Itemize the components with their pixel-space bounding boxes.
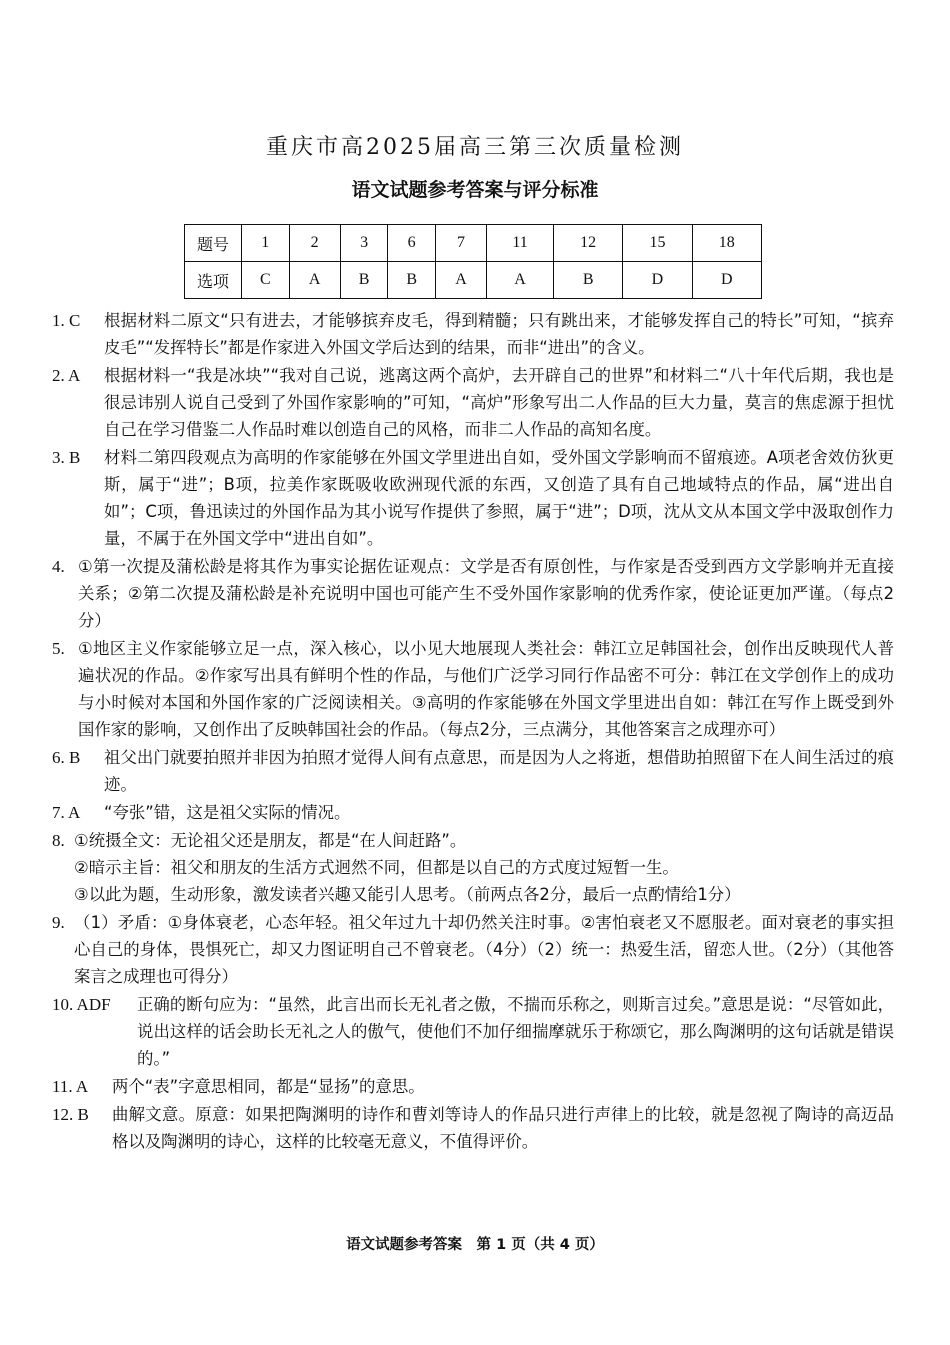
question-number-cell: 3 [340,225,388,262]
item-text: （1）矛盾：①身体衰老，心态年轻。祖父年过九十却仍然关注时事。②害怕衰老又不愿服老。面对衰老的事实担心自己的身体，畏惧死亡，却又力图证明自己不曾衰老。（4分）（2）统一：热爱生活，留恋人世。（2分）（其他答案言之成理也可得分） [74,913,894,986]
question-number-cell: 18 [692,225,761,262]
answer-item-6 [52,744,894,798]
item-text [74,827,894,908]
answer-explanations [52,307,894,1156]
item-text: 材料二第四段观点为高明的作家能够在外国文学里进出自如，受外国文学影响而不留痕迹。A项老舍效仿狄更斯，属于“进”；B项，拉美作家既吸收欧洲现代派的东西，又创造了具有自己地域特点的作品，属“进出自如”；C项，鲁迅读过的外国作品为其小说写作提供了参照，属于“进”；D项，沈从文从本国文学中汲取创作力量，不属于在外国文学中“进出自如”。 [104,448,894,548]
item-number: 4. [52,557,65,576]
item-text: 正确的断句应为：“虽然，此言出而长无礼者之傲，不揣而乐称之，则斯言过矣。”意思是说：“尽管如此，说出这样的话会助长无礼之人的傲气，使他们不加仔细揣摩就乐于称颂它，那么陶渊明的这句话就是错误的。” [137,995,894,1068]
item-number: 11. A [52,1077,89,1096]
answer-item-4 [52,553,894,634]
question-number-cell: 6 [388,225,436,262]
answer-item-5 [52,635,894,743]
answer-item-12 [52,1101,894,1155]
item-number: 3. B [52,448,81,467]
answer-item-9 [52,909,894,990]
answer-choice-cell: B [340,262,388,299]
item-8-point-2: ②暗示主旨：祖父和朋友的生活方式迥然不同，但都是以自己的方式度过短暂一生。 [74,858,679,877]
answer-choice-cell: A [435,262,486,299]
document-title: 重庆市高2025届高三第三次质量检测 [266,135,684,160]
document-subtitle: 语文试题参考答案与评分标准 [351,179,599,201]
item-8-point-3: ③以此为题，生动形象，激发读者兴趣又能引人思考。（前两点各2分，最后一点酌情给1分） [74,885,741,904]
answer-choice-cell: D [692,262,761,299]
item-number: 8. [52,831,65,850]
item-number: 9. [52,913,65,932]
answer-choice-cell: B [554,262,623,299]
item-number: 10. ADF [52,995,111,1014]
item-text: ①第一次提及蒲松龄是将其作为事实论据佐证观点：文学是否有原创性，与作家是否受到西方文学影响并无直接关系；②第二次提及蒲松龄是补充说明中国也可能产生不受外国作家影响的优秀作家，使论证更加严谨。（每点2分） [78,557,894,630]
answer-item-3 [52,444,894,552]
item-number: 2. A [52,366,81,385]
item-number: 12. B [52,1105,89,1124]
answer-table [184,224,762,299]
answer-item-7 [52,799,894,826]
item-number: 1. C [52,311,81,330]
answer-item-2 [52,362,894,443]
item-text: 两个“表”字意思相同，都是“显扬”的意思。 [112,1077,425,1096]
answer-choice-cell: A [487,262,554,299]
item-text: 祖父出门就要拍照并非因为拍照才觉得人间有点意思，而是因为人之将逝，想借助拍照留下在人间生活过的痕迹。 [104,748,894,794]
page-footer: 语文试题参考答案 第 1 页（共 4 页） [346,1237,604,1253]
question-number-cell: 11 [487,225,554,262]
answer-choice-cell: B [388,262,436,299]
item-text: 根据材料二原文“只有进去，才能够摈弃皮毛，得到精髓；只有跳出来，才能够发挥自己的特长”可知，“摈弃皮毛”“发挥特长”都是作家进入外国文学后达到的结果，而非“进出”的含义。 [104,311,894,357]
question-number-cell: 12 [554,225,623,262]
answer-choice-cell: C [242,262,290,299]
answer-item-11 [52,1073,894,1100]
row-label-number: 题号 [185,225,242,262]
answer-table-choices-row [185,262,762,299]
answer-table-numbers-row [185,225,762,262]
item-text: ①地区主义作家能够立足一点，深入核心，以小见大地展现人类社会：韩江立足韩国社会，创作出反映现代人普遍状况的作品。②作家写出具有鲜明个性的作品，与他们广泛学习同行作品密不可分：韩江在文学创作上的成功与小时候对本国和外国作家的广泛阅读相关。③高明的作家能够在外国文学里进出自如：韩江在写作上既受到外国作家的影响，又创作出了反映韩国社会的作品。（每点2分，三点满分，其他答案言之成理亦可） [78,639,894,739]
item-text: “夸张”错，这是祖父实际的情况。 [104,803,351,822]
item-number: 6. B [52,748,81,767]
row-label-choice: 选项 [185,262,242,299]
item-number: 7. A [52,803,81,822]
answer-item-8 [52,827,894,908]
item-text: 曲解文意。原意：如果把陶渊明的诗作和曹刘等诗人的作品只进行声律上的比较，就是忽视了陶诗的高迈品格以及陶渊明的诗心，这样的比较毫无意义，不值得评价。 [112,1105,894,1151]
item-number: 5. [52,639,65,658]
item-8-point-1: ①统摄全文：无论祖父还是朋友，都是“在人间赶路”。 [74,831,467,850]
question-number-cell: 7 [435,225,486,262]
question-number-cell: 1 [242,225,290,262]
item-text: 根据材料一“我是冰块”“我对自己说，逃离这两个高炉，去开辟自己的世界”和材料二“八十年代后期，我也是很忌讳别人说自己受到了外国作家影响的”可知，“高炉”形象写出二人作品的巨大力量，莫言的焦虑源于担忧自己在学习借鉴二人作品时难以创造自己的风格，而非二人作品的高知名度。 [104,366,894,439]
question-number-cell: 15 [623,225,692,262]
question-number-cell: 2 [289,225,340,262]
answer-item-1 [52,307,894,361]
answer-choice-cell: D [623,262,692,299]
answer-item-10 [52,991,894,1072]
answer-choice-cell: A [289,262,340,299]
